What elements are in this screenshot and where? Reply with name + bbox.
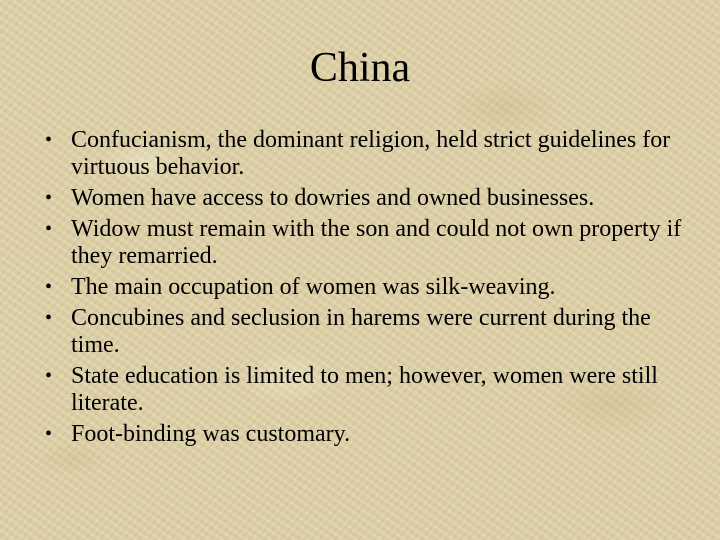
bullet-text: State education is limited to men; however, women were still literate. <box>71 363 658 416</box>
bullet-icon: • <box>45 187 53 209</box>
list-item <box>45 185 705 212</box>
list-item <box>45 305 705 359</box>
list-item <box>45 274 705 301</box>
list-item <box>45 127 705 181</box>
bullet-text: The main occupation of women was silk-weaving. <box>71 274 556 300</box>
bullet-list <box>45 127 705 452</box>
bullet-text: Foot-binding was customary. <box>71 421 351 447</box>
bullet-icon: • <box>45 307 53 329</box>
bullet-icon: • <box>45 365 53 387</box>
list-item <box>45 363 705 417</box>
bullet-icon: • <box>45 276 53 298</box>
slide-title: China <box>309 45 411 91</box>
bullet-text: Women have access to dowries and owned businesses. <box>71 185 595 211</box>
bullet-icon: • <box>45 218 53 240</box>
list-item <box>45 216 705 270</box>
bullet-text: Concubines and seclusion in harems were current during the time. <box>71 305 651 358</box>
bullet-icon: • <box>45 129 53 151</box>
bullet-text: Confucianism, the dominant religion, held strict guidelines for virtuous behavior. <box>71 127 671 180</box>
bullet-text: Widow must remain with the son and could not own property if they remarried. <box>71 216 682 269</box>
bullet-icon: • <box>45 423 53 445</box>
list-item <box>45 421 705 448</box>
